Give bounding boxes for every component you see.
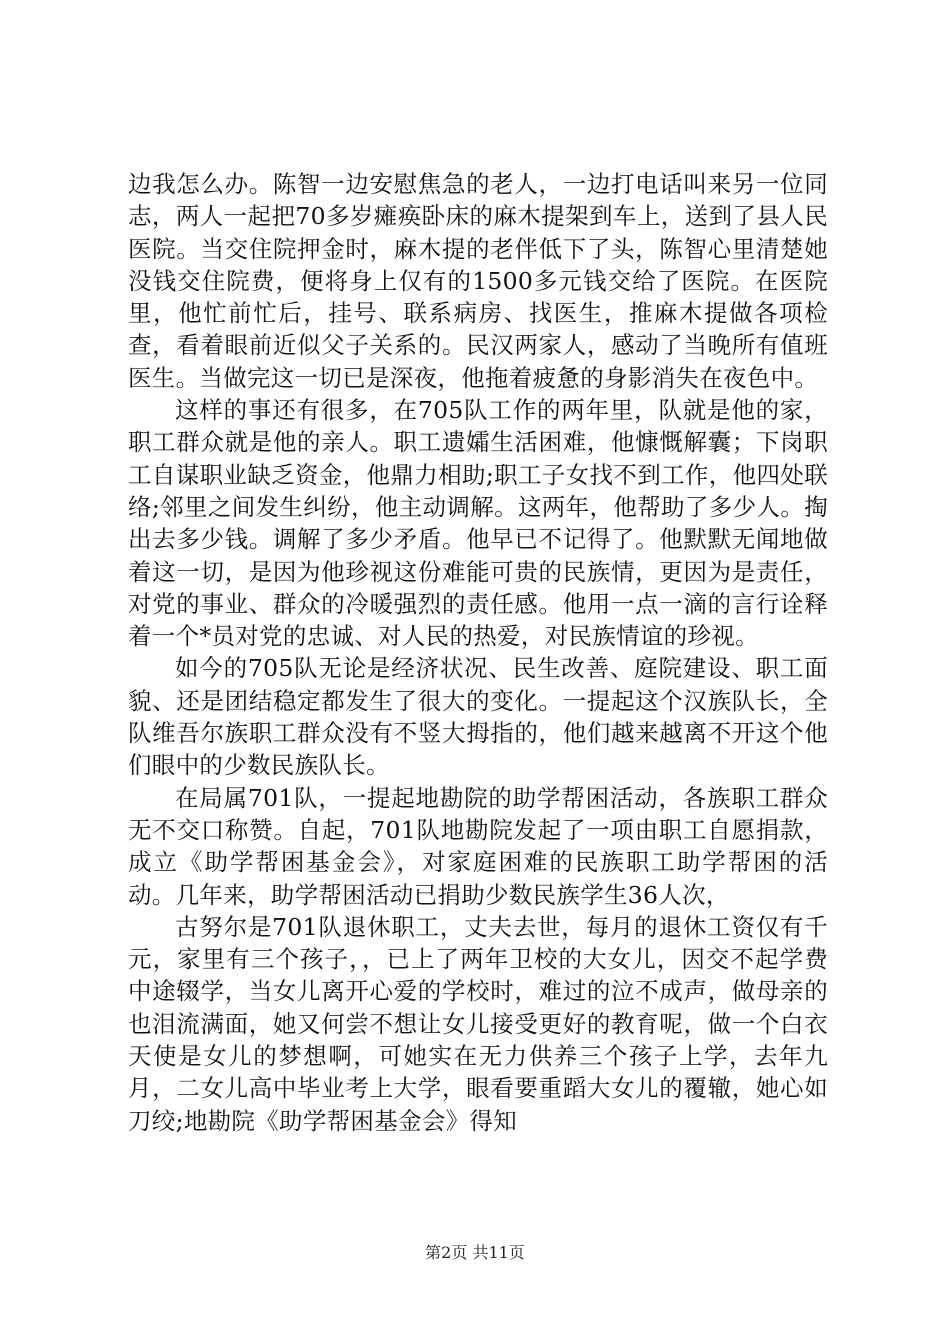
page-number-footer: 第2页 共11页 [425, 1243, 525, 1262]
paragraph-4: 在局属701队，一提起地勘院的助学帮困活动，各族职工群众无不交口称赞。自起，701队地勘院发起了一项由职工自愿捐款，成立《助学帮困基金会》，对家庭困难的民族职工助学帮困的活动。几年来，助学帮困活动已捐助少数民族学生36人次， [128, 783, 828, 909]
paragraph-3: 如今的705队无论是经济状况、民生改善、庭院建设、职工面貌、还是团结稳定都发生了很大的变化。一提起这个汉族队长，全队维吾尔族职工群众没有不竖大拇指的，他们越来越离不开这个他们眼中的少数民族队长。 [128, 654, 828, 780]
paragraph-5: 古努尔是701队退休职工，丈夫去世，每月的退休工资仅有千元，家里有三个孩子，，已上了两年卫校的大女儿，因交不起学费中途辍学，当女儿离开心爱的学校时，难过的泣不成声，做母亲的也泪流满面，她又何尝不想让女儿接受更好的教育呢，做一个白衣天使是女儿的梦想啊，可她实在无力供养三个孩子上学，去年九月，二女儿高中毕业考上大学，眼看要重蹈大女儿的覆辙，她心如刀绞;地勘院《助学帮困基金会》得知 [128, 912, 828, 1135]
paragraph-1: 边我怎么办。陈智一边安慰焦急的老人，一边打电话叫来另一位同志，两人一起把70多岁瘫痪卧床的麻木提架到车上，送到了县人民医院。当交住院押金时，麻木提的老伴低下了头，陈智心里清楚她没钱交住院费，便将身上仅有的1500多元钱交给了医院。在医院里，他忙前忙后，挂号、联系病房、找医生，推麻木提做各项检查，看着眼前近似父子关系的。民汉两家人，感动了当晚所有值班医生。当做完这一切已是深夜，他拖着疲惫的身影消失在夜色中。 [128, 170, 828, 392]
paragraph-2: 这样的事还有很多，在705队工作的两年里，队就是他的家，职工群众就是他的亲人。职工遗孀生活困难，他慷慨解囊；下岗职工自谋职业缺乏资金，他鼎力相助;职工子女找不到工作，他四处联络;邻里之间发生纠纷，他主动调解。这两年，他帮助了多少人。掏出去多少钱。调解了多少矛盾。他早已不记得了。他默默无闻地做着这一切，是因为他珍视这份难能可贵的民族情，更因为是责任，对党的事业、群众的冷暖强烈的责任感。他用一点一滴的言行诠释着一个*员对党的忠诚、对人民的热爱，对民族情谊的珍视。 [128, 396, 828, 651]
document-body [128, 168, 828, 1137]
